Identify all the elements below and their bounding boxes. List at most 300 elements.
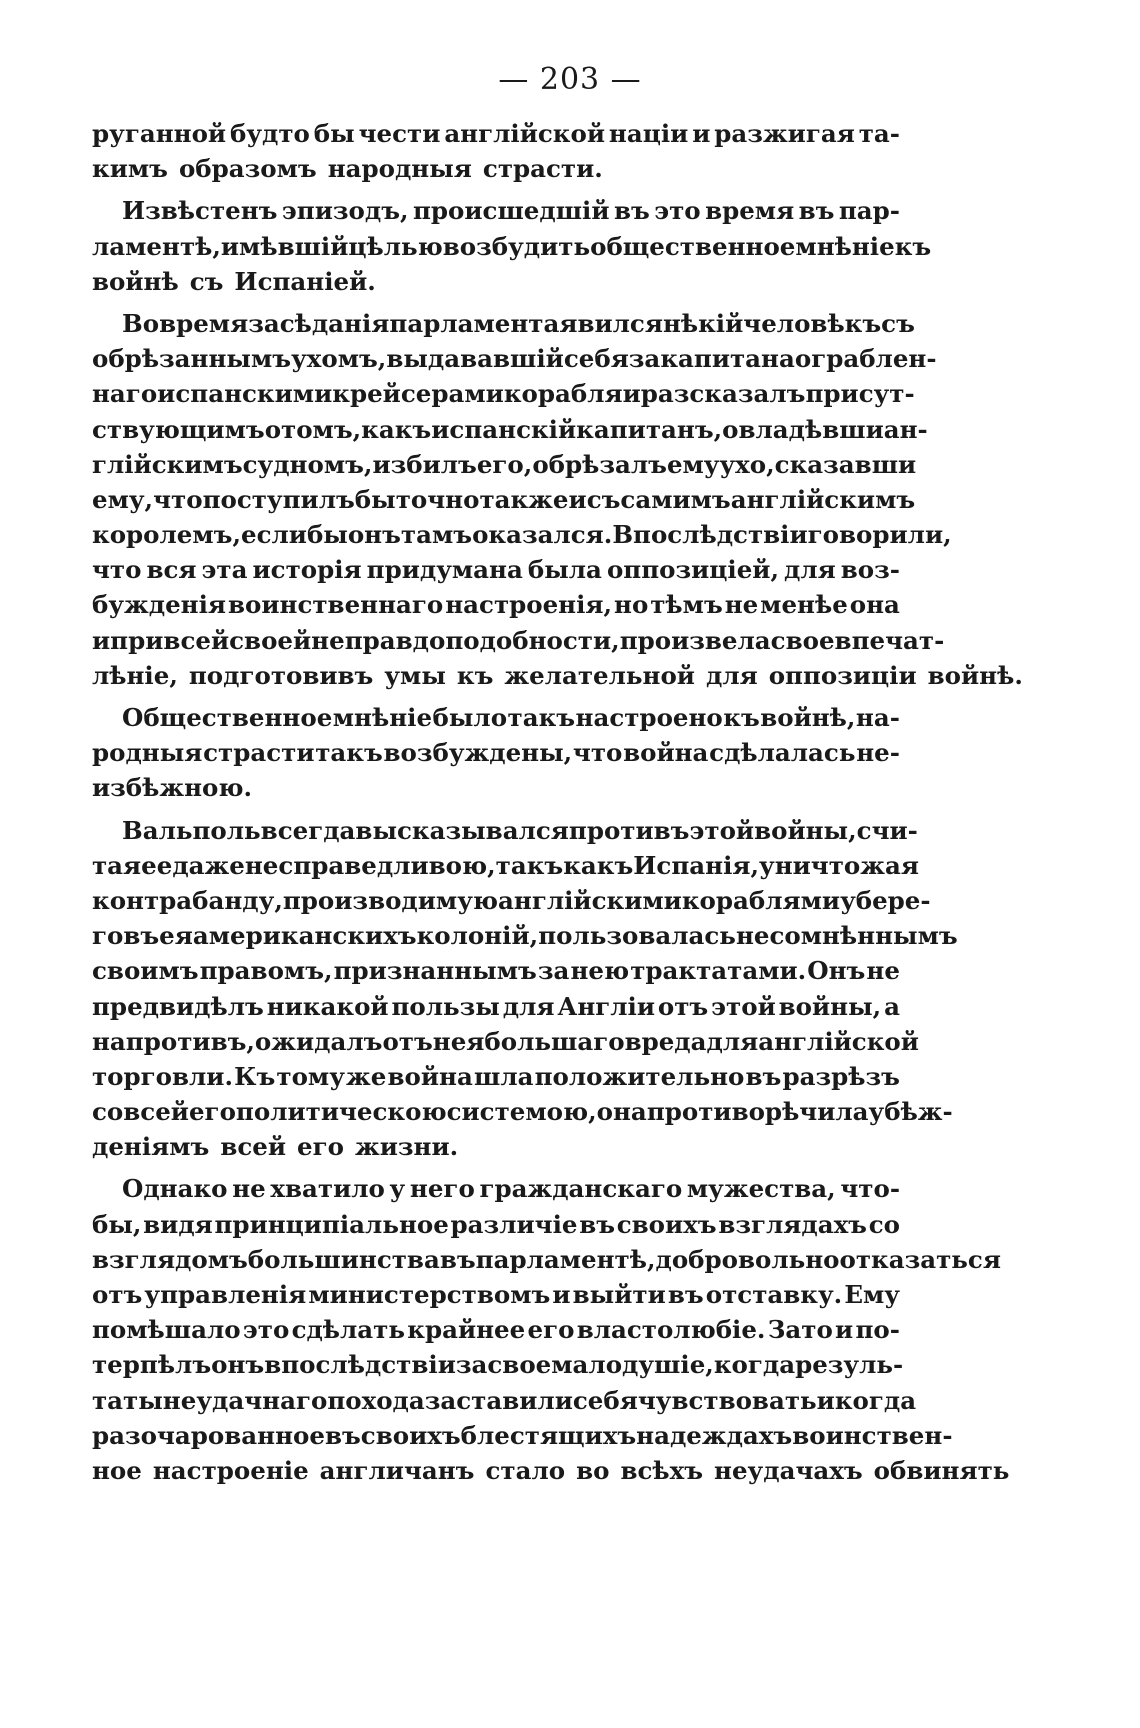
word: признаннымъ <box>333 956 537 986</box>
word: война <box>623 738 709 768</box>
word: цѣлью <box>348 231 443 261</box>
text-line <box>92 989 900 1024</box>
word: для <box>784 555 836 585</box>
text-line <box>92 587 900 622</box>
word: похода <box>327 1385 425 1415</box>
word: придумана <box>366 555 523 585</box>
word: произвела <box>619 625 771 655</box>
word: ее <box>141 850 173 880</box>
word: испанскій <box>431 414 577 444</box>
word: за <box>537 956 570 986</box>
paragraph <box>92 306 1023 693</box>
paragraph <box>92 1171 1010 1488</box>
word: нею <box>570 956 630 986</box>
word: разрѣзъ <box>782 1061 900 1091</box>
word: обрѣзалъ <box>532 449 667 479</box>
word: въ <box>579 1209 616 1239</box>
word: войны, <box>754 815 857 845</box>
text-line <box>92 1094 953 1129</box>
word: положительно <box>534 1061 745 1091</box>
word: несомнѣннымъ <box>735 921 958 951</box>
word: впослѣдствіи <box>264 1350 456 1380</box>
word: отъ <box>657 991 709 1021</box>
word: къ <box>894 231 932 261</box>
word: свое <box>487 1350 552 1380</box>
text-line <box>92 918 958 953</box>
word: тому <box>276 1061 345 1091</box>
word: бужденія <box>92 590 227 620</box>
word: въ <box>745 1061 782 1091</box>
word: руганной <box>92 119 227 148</box>
text-line <box>92 1453 1010 1488</box>
word: чести <box>358 119 441 148</box>
word: всей <box>123 1097 189 1127</box>
word: его <box>188 1097 236 1127</box>
word: блестящихъ <box>460 1420 637 1450</box>
word: него <box>409 1174 475 1204</box>
word: та- <box>858 119 900 148</box>
word: всѣхъ <box>620 1455 704 1485</box>
text-line <box>92 1129 900 1164</box>
word: оппозиціей, <box>606 555 779 585</box>
text-line <box>92 1171 900 1206</box>
word: ламентѣ, <box>92 231 221 261</box>
word: большаго <box>484 1026 625 1056</box>
word: отъ <box>382 1026 433 1056</box>
word: Общественное <box>122 703 333 732</box>
word: народныя <box>327 154 472 184</box>
word: націи <box>608 119 689 148</box>
word: а <box>884 991 900 1021</box>
word: правомъ, <box>199 956 333 986</box>
word: капитана <box>660 344 795 374</box>
word: ствующимъ <box>92 414 265 444</box>
word: имѣвшій <box>220 231 349 261</box>
word: къ <box>723 703 760 732</box>
word: свое <box>770 625 835 655</box>
word: видя <box>143 1209 213 1239</box>
word: капитанъ, <box>576 414 723 444</box>
text-line <box>92 1207 900 1242</box>
text-line <box>92 1418 953 1453</box>
word: также <box>479 484 569 514</box>
word: ухомъ, <box>291 344 387 374</box>
word: разжигая <box>714 119 855 148</box>
word: войнѣ. <box>927 660 1023 690</box>
text-line <box>92 953 900 988</box>
word: эпизодъ, <box>281 196 409 226</box>
word: эта <box>201 555 248 585</box>
word: точно <box>395 484 480 514</box>
text-line <box>92 1277 900 1312</box>
word: бы <box>306 520 348 550</box>
page-text <box>92 116 1023 1495</box>
word: малодушіе, <box>551 1350 714 1380</box>
text-line <box>92 1383 917 1418</box>
word: поступилъ <box>202 484 355 514</box>
word: общественное <box>590 231 796 261</box>
word: не <box>724 590 759 620</box>
word: счи- <box>856 815 918 845</box>
text-line <box>92 412 928 447</box>
word: такъ <box>315 738 383 768</box>
word: отказаться <box>839 1244 1001 1274</box>
word: нѣкій <box>662 308 744 338</box>
word: министерствомъ <box>308 1280 551 1309</box>
word: американскихъ <box>192 921 417 951</box>
word: воинствен- <box>792 1420 953 1450</box>
text-line <box>92 1312 900 1347</box>
word: добровольно <box>655 1244 840 1274</box>
word: ожидалъ <box>254 1026 383 1056</box>
word: деніямъ <box>92 1132 210 1162</box>
word: англійской <box>444 119 606 148</box>
word: Впослѣдствіи <box>612 520 808 550</box>
word: не <box>866 956 900 986</box>
word: настроенія, <box>445 590 613 620</box>
word: выйти <box>572 1280 666 1309</box>
text-line <box>92 447 917 482</box>
word: противъ <box>568 815 690 845</box>
paragraph <box>92 193 932 299</box>
text-line <box>92 341 937 376</box>
text-line <box>92 306 915 341</box>
text-line <box>92 623 945 658</box>
word: какъ <box>361 414 432 444</box>
paragraph <box>92 116 900 186</box>
word: и <box>622 379 641 409</box>
word: со <box>92 1097 124 1127</box>
word: менѣе <box>760 590 848 620</box>
word: въ <box>667 1280 704 1309</box>
text-line <box>92 517 952 552</box>
word: Во <box>122 308 160 338</box>
word: по- <box>855 1315 900 1345</box>
word: возбудить <box>442 231 591 261</box>
word: производимую <box>282 885 499 915</box>
word: ему <box>666 449 720 479</box>
word: это <box>242 1315 290 1345</box>
word: у <box>389 1174 406 1204</box>
word: Къ <box>234 1061 276 1091</box>
word: бы <box>313 119 355 148</box>
paragraph <box>92 700 900 806</box>
word: неудачнаго <box>162 1385 328 1415</box>
word: контрабанду, <box>92 885 283 915</box>
word: для <box>502 991 555 1021</box>
word: своихъ <box>360 1420 461 1450</box>
word: овладѣвши <box>722 414 884 444</box>
word: когда <box>713 1350 796 1380</box>
word: самимъ <box>620 484 731 514</box>
word: войнѣ <box>92 266 179 296</box>
word: системою, <box>446 1097 597 1127</box>
word: чувствовать <box>637 1385 817 1415</box>
word: предвидѣлъ <box>92 991 264 1021</box>
word: настроено <box>575 703 723 732</box>
word: оказался. <box>472 520 613 550</box>
word: глійскимъ <box>92 449 243 479</box>
word: въ <box>324 1420 361 1450</box>
word: ное <box>92 1455 142 1485</box>
text-line <box>92 1347 904 1382</box>
page-number: — 203 — <box>498 62 642 97</box>
word: говорили, <box>807 520 952 550</box>
word: при <box>110 625 164 655</box>
word: и <box>816 1385 835 1415</box>
word: сдѣлать <box>291 1315 405 1345</box>
word: страсти. <box>482 154 603 184</box>
word: оппозиціи <box>768 660 917 690</box>
word: всегда <box>260 815 356 845</box>
text-line <box>92 229 932 264</box>
text-line <box>92 552 900 587</box>
word: различіе <box>450 1209 578 1239</box>
word: но <box>614 590 649 620</box>
word: онъ <box>347 520 401 550</box>
word: трактатами. <box>630 956 807 986</box>
word: говъ <box>92 921 160 951</box>
word: было <box>432 703 508 732</box>
word: взглядомъ <box>92 1244 248 1274</box>
word: большинства <box>247 1244 440 1274</box>
word: во <box>576 1455 610 1485</box>
word: властолюбіе. <box>576 1315 766 1345</box>
word: человѣкъ <box>743 308 882 338</box>
word: Онъ <box>807 956 866 986</box>
word: что <box>92 555 142 585</box>
word: и <box>552 1280 571 1309</box>
word: тая <box>92 850 142 880</box>
word: его <box>297 1132 344 1162</box>
paragraph <box>92 813 958 1165</box>
word: какъ <box>563 850 634 880</box>
word: и <box>692 119 711 148</box>
word: пар- <box>838 196 900 226</box>
word: нея <box>432 1026 485 1056</box>
word: жизни. <box>355 1132 459 1162</box>
word: происшедшій <box>412 196 610 226</box>
word: испанскими <box>157 379 333 409</box>
word: его, <box>476 449 533 479</box>
word: и <box>835 1315 854 1345</box>
word: время <box>705 196 795 226</box>
word: въ <box>798 196 835 226</box>
word: никакой <box>266 991 389 1021</box>
word: принципіальное <box>214 1209 449 1239</box>
word: крейсерами <box>332 379 504 409</box>
word: со <box>868 1209 900 1239</box>
word: будто <box>230 119 310 148</box>
text-line <box>92 376 915 411</box>
word: своихъ <box>616 1209 717 1239</box>
word: ограблен- <box>794 344 937 374</box>
word: и <box>92 625 111 655</box>
word: своимъ <box>92 956 199 986</box>
word: убѣж- <box>868 1097 953 1127</box>
word: это <box>654 196 701 226</box>
text-line <box>92 193 900 228</box>
word: кораблями <box>681 885 841 915</box>
word: война <box>387 1061 473 1091</box>
word: въ <box>439 1244 476 1274</box>
word: съ <box>586 484 621 514</box>
word: ан- <box>883 414 928 444</box>
word: возбуждены, <box>383 738 573 768</box>
word: не <box>232 1174 266 1204</box>
word: избилъ <box>372 449 477 479</box>
word: бере- <box>855 885 931 915</box>
word: разочарованное <box>92 1420 325 1450</box>
word: сдѣлалась <box>709 738 856 768</box>
word: его <box>527 1315 575 1345</box>
word: заставили <box>424 1385 573 1415</box>
word: же <box>346 1061 387 1091</box>
word: что- <box>840 1174 900 1204</box>
word: себя <box>572 1385 638 1415</box>
word: томъ, <box>281 414 362 444</box>
word: образомъ <box>178 154 317 184</box>
word: Вальполь <box>122 815 261 845</box>
word: Испанія, <box>633 850 760 880</box>
word: съ <box>189 266 224 296</box>
word: выдававшій <box>386 344 564 374</box>
word: шла <box>473 1061 534 1091</box>
word: о <box>264 414 282 444</box>
word: судномъ, <box>242 449 373 479</box>
word: желательной <box>504 660 695 690</box>
word: корабля <box>503 379 623 409</box>
word: своей <box>229 625 312 655</box>
word: ему, <box>92 484 154 514</box>
word: противорѣчила <box>646 1097 869 1127</box>
word: всей <box>220 1132 287 1162</box>
text-line <box>92 770 900 805</box>
word: ухо, <box>719 449 775 479</box>
word: парламента <box>389 308 560 338</box>
word: сказавши <box>774 449 917 479</box>
word: таты <box>92 1385 163 1415</box>
word: войнѣ, <box>760 703 856 732</box>
word: такъ <box>507 703 576 732</box>
word: что <box>153 484 203 514</box>
word: явился <box>559 308 663 338</box>
word: управленія <box>144 1280 307 1309</box>
word: разсказалъ <box>640 379 806 409</box>
word: этой <box>711 991 776 1021</box>
word: себя <box>563 344 629 374</box>
word: лѣніе, <box>92 660 178 690</box>
word: вреда <box>624 1026 707 1056</box>
word: бы <box>354 484 396 514</box>
word: несправедливою, <box>244 850 496 880</box>
word: политическою <box>235 1097 447 1127</box>
text-line <box>92 1242 1001 1277</box>
word: высказывался <box>355 815 569 845</box>
text-line <box>92 482 916 517</box>
word: обрѣзаннымъ <box>92 344 292 374</box>
word: англійской <box>758 1026 919 1056</box>
word: парламентѣ, <box>475 1244 656 1274</box>
word: тѣмъ <box>650 590 723 620</box>
word: мнѣніе <box>332 703 433 732</box>
word: страсти <box>203 738 315 768</box>
word: за <box>628 344 661 374</box>
word: бы, <box>92 1209 142 1239</box>
text-line <box>92 151 900 186</box>
word: такъ <box>495 850 564 880</box>
word: Ему <box>844 1280 900 1309</box>
word: Однако <box>122 1174 228 1204</box>
word: пользы <box>391 991 500 1021</box>
word: время <box>159 308 249 338</box>
text-line <box>92 813 918 848</box>
text-line <box>92 883 931 918</box>
word: настроеніе <box>152 1455 309 1485</box>
word: подготовивъ <box>188 660 374 690</box>
word: для <box>705 660 758 690</box>
word: мужества, <box>686 1174 836 1204</box>
word: присут- <box>805 379 915 409</box>
word: за <box>455 1350 488 1380</box>
word: что <box>572 738 623 768</box>
word: когда <box>834 1385 917 1415</box>
word: и <box>568 484 587 514</box>
word: впечат- <box>834 625 945 655</box>
word: торговли. <box>92 1061 234 1091</box>
word: всей <box>163 625 230 655</box>
word: не- <box>856 738 900 768</box>
word: онъ <box>211 1350 265 1380</box>
word: Испаніей. <box>234 266 376 296</box>
word: ея <box>159 921 193 951</box>
word: даже <box>172 850 245 880</box>
word: колоній, <box>416 921 539 951</box>
word: неправдоподобности, <box>311 625 620 655</box>
word: къ <box>456 660 494 690</box>
word: если <box>240 520 307 550</box>
text-line <box>92 264 900 299</box>
word: Англіи <box>557 991 656 1021</box>
word: тамъ <box>400 520 473 550</box>
word: уничтожая <box>759 850 919 880</box>
word: англичанъ <box>319 1455 475 1485</box>
word: войны, <box>778 991 882 1021</box>
word: наго <box>92 379 158 409</box>
word: была <box>527 555 602 585</box>
word: кимъ <box>92 154 168 184</box>
word: она <box>596 1097 647 1127</box>
word: напротивъ, <box>92 1026 255 1056</box>
word: помѣшало <box>92 1315 241 1345</box>
word: надеждахъ <box>636 1420 793 1450</box>
text-line <box>92 658 1023 693</box>
word: Извѣстенъ <box>122 196 278 226</box>
text-line <box>92 848 919 883</box>
text-line <box>92 700 900 735</box>
word: умы <box>384 660 446 690</box>
word: крайнее <box>407 1315 526 1345</box>
word: она <box>849 590 900 620</box>
word: въ <box>613 196 650 226</box>
text-line <box>92 1024 919 1059</box>
word: этой <box>689 815 755 845</box>
word: у <box>840 885 856 915</box>
word: на- <box>855 703 900 732</box>
word: пользовалась <box>538 921 736 951</box>
word: стало <box>485 1455 566 1485</box>
word: для <box>706 1026 759 1056</box>
